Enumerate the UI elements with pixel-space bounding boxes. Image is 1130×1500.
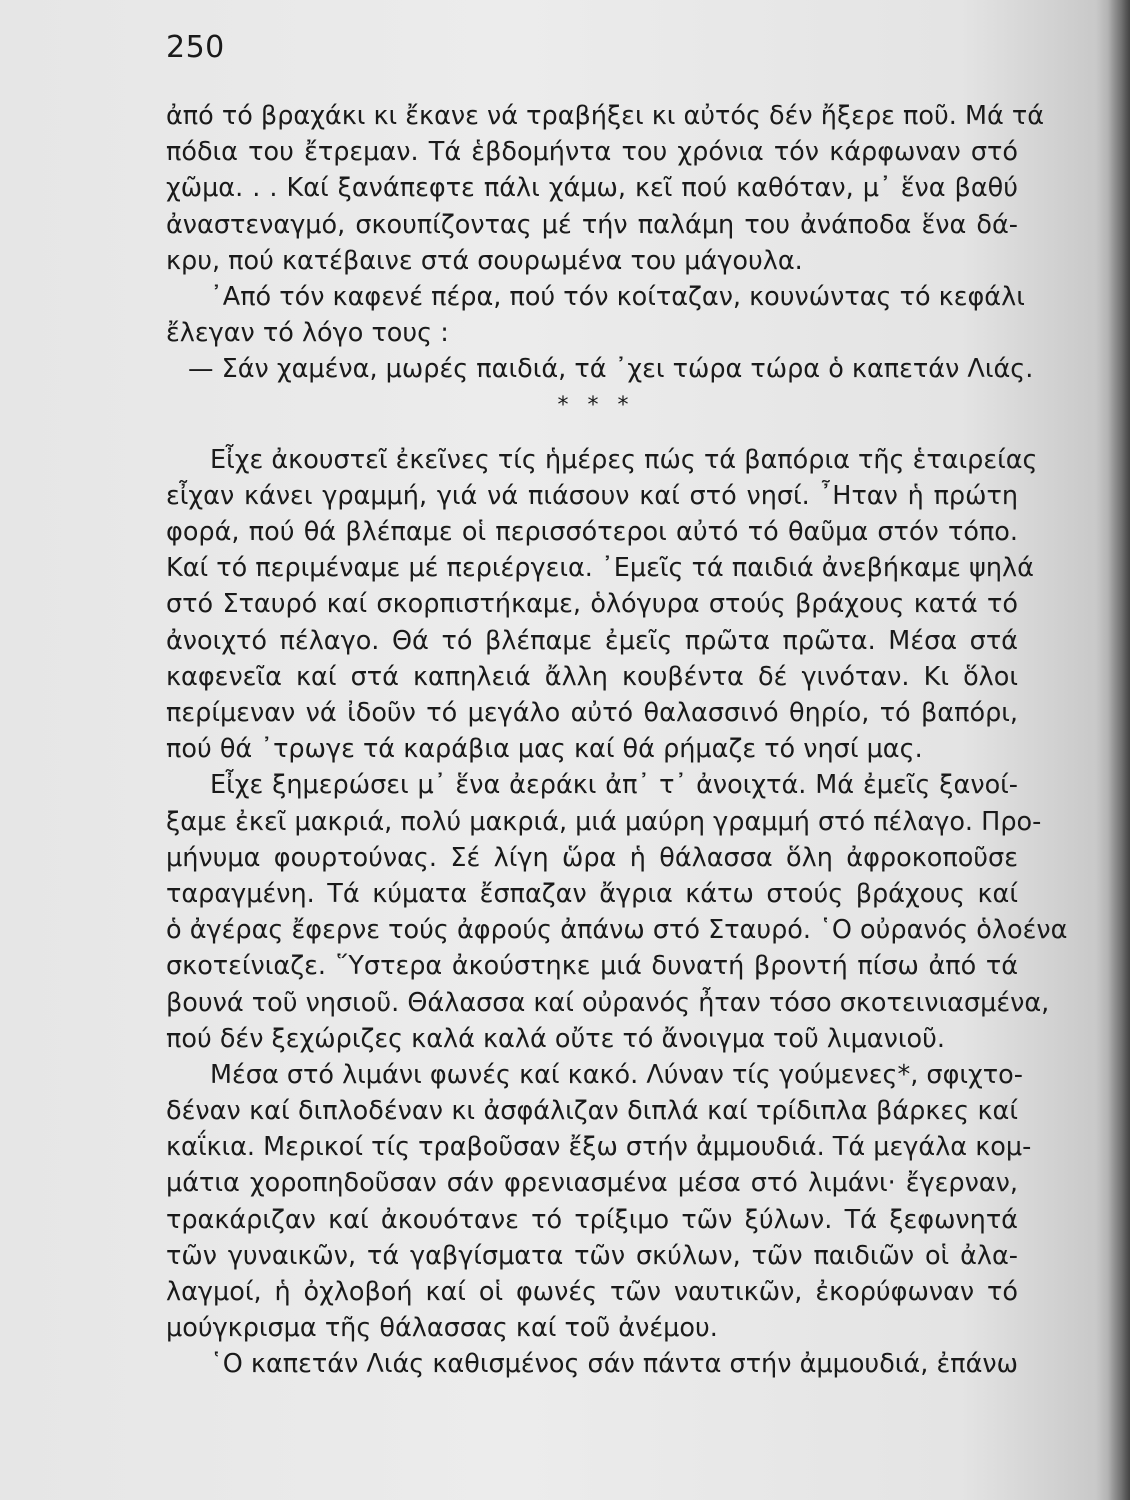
- text-line: μήνυμα φουρτούνας. Σέ λίγη ὥρα ἡ θάλασσα ὅλη ἀφροκοποῦσε: [166, 842, 1018, 873]
- text-line: ἔλεγαν τό λόγο τους :: [166, 318, 449, 349]
- page-edge-shadow: [1108, 0, 1130, 1500]
- text-line: λαγμοί, ἡ ὀχλοβοή καί οἱ φωνές τῶν ναυτικῶν, ἐκορύφωναν τό: [166, 1277, 1018, 1307]
- text-line: περίμεναν νά ἰδοῦν τό μεγάλο αὐτό θαλασσινό θηρίο, τό βαπόρι,: [166, 698, 1018, 728]
- text-line: τρακάριζαν καί ἀκουότανε τό τρίξιμο τῶν ξύλων. Τά ξεφωνητά: [166, 1204, 1018, 1235]
- text-line: μάτια χοροπηδοῦσαν σάν φρενιασμένα μέσα στό λιμάνι· ἔγερναν,: [166, 1168, 1018, 1199]
- text-line: Εἶχε ἀκουστεῖ ἐκεῖνες τίς ἡμέρες πώς τά βαπόρια τῆς ἑταιρείας: [210, 444, 1038, 475]
- text-line: πού δέν ξεχώριζες καλά καλά οὔτε τό ἄνοιγμα τοῦ λιμανιοῦ.: [166, 1023, 945, 1054]
- text-line: εἶχαν κάνει γραμμή, γιά νά πιάσουν καί στό νησί. ῏Ηταν ἡ πρώτη: [166, 480, 1018, 511]
- dialogue-line: — Σάν χαμένα, μωρές παιδιά, τά ᾽χει τώρα τώρα ὁ καπετάν Λιάς.: [188, 354, 1034, 385]
- section-separator: * * *: [557, 392, 635, 418]
- text-line: πόδια του ἔτρεμαν. Τά ἑβδομήντα του χρόνια τόν κάρφωναν στό: [166, 137, 1018, 168]
- text-line: στό Σταυρό καί σκορπιστήκαμε, ὁλόγυρα στούς βράχους κατά τό: [166, 589, 1018, 620]
- text-line: Εἶχε ξημερώσει μ᾽ ἕνα ἀεράκι ἀπ᾽ τ᾽ ἀνοιχτά. Μά ἐμεῖς ξανοί-: [210, 770, 1018, 801]
- spacer: [166, 424, 1018, 442]
- text-line: Μέσα στό λιμάνι φωνές καί κακό. Λύναν τίς γούμενες*, σφιχτο-: [210, 1059, 1023, 1090]
- text-line: καφενεῖα καί στά καπηλειά ἄλλη κουβέντα δέ γινόταν. Κι ὅλοι: [166, 661, 1018, 692]
- text-line: δέναν καί διπλοδέναν κι ἀσφάλιζαν διπλά καί τρίδιπλα βάρκες καί: [166, 1096, 1018, 1127]
- text-line: ἀνοιχτό πέλαγο. Θά τό βλέπαμε ἐμεῖς πρῶτα πρῶτα. Μέσα στά: [166, 625, 1018, 656]
- text-line: ξαμε ἐκεῖ μακριά, πολύ μακριά, μιά μαύρη γραμμή στό πέλαγο. Προ-: [166, 806, 1042, 837]
- text-line: ὁ ἀγέρας ἔφερνε τούς ἀφρούς ἀπάνω στό Σταυρό. ῾Ο οὐρανός ὁλοένα: [166, 915, 1068, 946]
- text-line: ἀπό τό βραχάκι κι ἔκανε νά τραβήξει κι αὐτός δέν ἤξερε ποῦ. Μά τά: [166, 101, 1045, 131]
- page-number: 250: [166, 30, 225, 65]
- body-text: [166, 98, 1068, 1383]
- text-line: κρυ, πού κατέβαινε στά σουρωμένα του μάγουλα.: [166, 245, 803, 276]
- text-line: καΐκια. Μερικοί τίς τραβοῦσαν ἔξω στήν ἀμμουδιά. Τά μεγάλα κομ-: [166, 1132, 1032, 1163]
- text-line: τῶν γυναικῶν, τά γαβγίσματα τῶν σκύλων, τῶν παιδιῶν οἱ ἀλα-: [166, 1240, 1018, 1271]
- text-line: πού θά ᾽τρωγε τά καράβια μας καί θά ρήμαζε τό νησί μας.: [166, 734, 923, 765]
- text-line: βουνά τοῦ νησιοῦ. Θάλασσα καί οὐρανός ἦταν τόσο σκοτεινιασμένα,: [166, 987, 1050, 1018]
- text-line: χῶμα. . . Καί ξανάπεφτε πάλι χάμω, κεῖ πού καθόταν, μ᾽ ἕνα βαθύ: [166, 173, 1018, 204]
- text-line: Καί τό περιμέναμε μέ περιέργεια. ᾽Εμεῖς τά παιδιά ἀνεβήκαμε ψηλά: [166, 553, 1034, 584]
- text-line: μούγκρισμα τῆς θάλασσας καί τοῦ ἀνέμου.: [166, 1313, 718, 1344]
- text-line: ῾Ο καπετάν Λιάς καθισμένος σάν πάντα στήν ἀμμουδιά, ἐπάνω: [210, 1349, 1018, 1380]
- text-line: ταραγμένη. Τά κύματα ἔσπαζαν ἄγρια κάτω στούς βράχους καί: [166, 878, 1018, 909]
- text-line: ἀναστεναγμό, σκουπίζοντας μέ τήν παλάμη του ἀνάποδα ἕνα δά-: [166, 209, 1018, 240]
- text-line: φορά, πού θά βλέπαμε οἱ περισσότεροι αὐτό τό θαῦμα στόν τόπο.: [166, 517, 1018, 548]
- text-line: σκοτείνιαζε. ῞Υστερα ἀκούστηκε μιά δυνατή βροντή πίσω ἀπό τά: [166, 951, 1018, 982]
- text-line: ᾽Από τόν καφενέ πέρα, πού τόν κοίταζαν, κουνώντας τό κεφάλι: [210, 281, 1025, 312]
